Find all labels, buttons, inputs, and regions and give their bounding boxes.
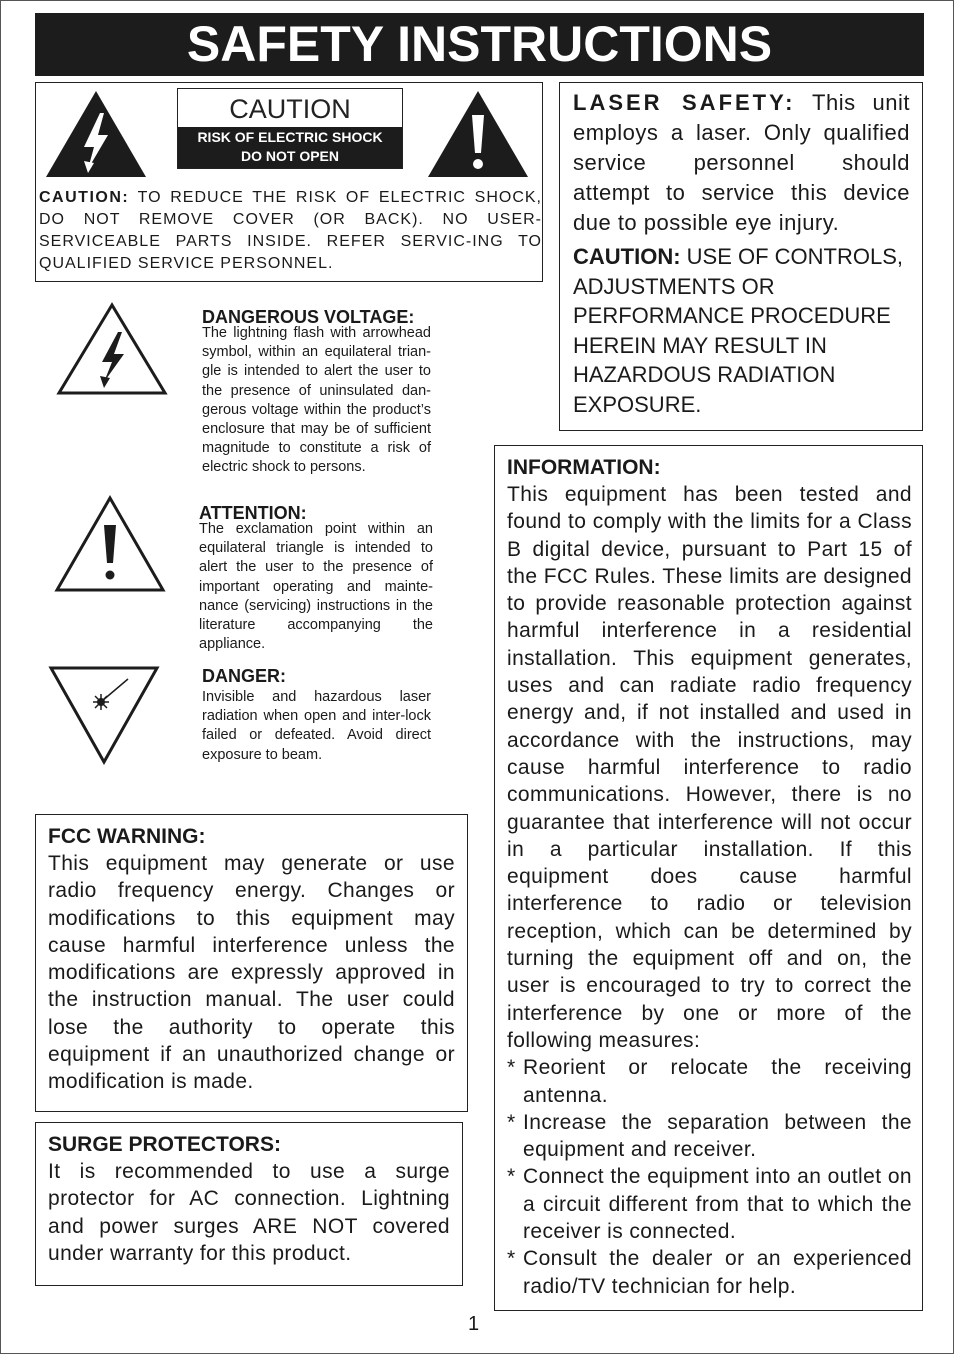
bullet-marker: * xyxy=(507,1165,516,1189)
laser-caution-body: USE OF CONTROLS, ADJUSTMENTS OR PERFORMANCE PROCEDURE HEREIN MAY RESULT IN HAZARDOUS RADIATION EXPOSURE. xyxy=(573,244,904,417)
information-text: This equipment has been tested and found to comply with the limits for a Class B digital device, pursuant to Part 15 of the FCC Rules. These limits are designed to provide reasonable protection against harmful interference in a residential installation. This equipment generates, uses and can radiate radio frequency energy and, if not installed and used in accordance with the instructions, may cause harmful interference to radio communications. However, there is no guarantee that interference will not occur in a particular installation. If this equipment does cause harmful interference to radio or television reception, which can be determined by turning the equipment off and on, the user is encouraged to try to correct the interference by one or more of the following measures: xyxy=(507,483,912,1052)
lightning-triangle-icon xyxy=(44,89,148,179)
laser-safety-body: This unit employs a laser. Only qualified service personnel should attempt to service this device due to possible eye injury. xyxy=(573,90,910,235)
exclamation-triangle-icon xyxy=(54,495,166,593)
measure-text: Connect the equipment into an outlet on a circuit different from that to which the receiver is connected. xyxy=(523,1165,912,1244)
dangerous-voltage-heading: DANGEROUS VOLTAGE: xyxy=(202,307,415,327)
information-box xyxy=(494,445,923,1311)
dangerous-voltage-entry xyxy=(202,307,431,478)
list-item xyxy=(507,1163,912,1245)
list-item xyxy=(507,1245,912,1300)
fcc-warning-box xyxy=(35,814,468,1112)
list-item xyxy=(507,1054,912,1109)
attention-text: The exclamation point within an equilateral triangle is intended to alert the user to the presence of important operating and mainte-nance (servicing) instructions in the literature accompanying the appliance. xyxy=(199,521,433,653)
information-heading: INFORMATION: xyxy=(507,456,661,479)
danger-text: Invisible and hazardous laser radiation when open and inter-lock failed or defeated. Avoid direct exposure to beam. xyxy=(202,689,431,763)
page-number: 1 xyxy=(468,1313,480,1335)
laser-safety-box xyxy=(559,82,923,431)
bullet-marker: * xyxy=(507,1110,516,1134)
caution-warning-line-1: RISK OF ELECTRIC SHOCK xyxy=(197,129,383,145)
laser-warning-icon xyxy=(48,665,160,765)
caution-warning-line-2: DO NOT OPEN xyxy=(240,148,339,164)
fcc-warning-text: This equipment may generate or use radio frequency energy. Changes or modifications to this equipment may cause harmful interference unless the modifications are expressly approved in the instruction manual. The user could lose the authority to operate this equipment if an unauthorized change or modification is made. xyxy=(48,852,455,1094)
danger-entry xyxy=(202,666,431,765)
surge-protectors-box xyxy=(35,1122,463,1286)
list-item xyxy=(507,1109,912,1164)
measure-text: Consult the dealer or an experienced radio/TV technician for help. xyxy=(523,1247,912,1298)
information-measures-list xyxy=(507,1054,912,1300)
bullet-marker: * xyxy=(507,1247,516,1271)
lightning-triangle-icon xyxy=(56,302,168,396)
caution-text-bold: CAUTION: xyxy=(39,189,130,206)
caution-label-title: CAUTION xyxy=(229,94,351,124)
danger-heading: DANGER: xyxy=(202,666,286,686)
attention-heading: ATTENTION: xyxy=(199,503,307,523)
laser-safety-heading: LASER SAFETY: xyxy=(573,90,796,115)
laser-caution-heading: CAUTION: xyxy=(573,244,681,269)
laser-safety-text xyxy=(573,88,910,238)
caution-box xyxy=(35,82,543,282)
caution-label-warning xyxy=(178,127,402,168)
page-title: SAFETY INSTRUCTIONS xyxy=(35,13,924,76)
fcc-warning-heading: FCC WARNING: xyxy=(48,825,206,848)
caution-text xyxy=(39,187,542,275)
surge-protectors-text: It is recommended to use a surge protector for AC connection. Lightning and power surges ARE NOT covered under warranty for this product. xyxy=(48,1160,450,1265)
laser-caution-text xyxy=(573,242,910,419)
measure-text: Increase the separation between the equipment and receiver. xyxy=(523,1110,912,1162)
dangerous-voltage-text: The lightning flash with arrowhead symbol, within an equilateral trian-gle is intended to alert the user to the presence of uninsulated dan-gerous voltage within the product’s enclosure that may be of sufficient magnitude to constitute a risk of electric shock to persons. xyxy=(202,325,431,476)
surge-protectors-heading: SURGE PROTECTORS: xyxy=(48,1133,281,1156)
measure-text: Reorient or relocate the receiving antenna. xyxy=(523,1056,912,1107)
bullet-marker: * xyxy=(507,1056,516,1080)
exclamation-triangle-icon xyxy=(426,89,530,179)
caution-text-body: TO REDUCE THE RISK OF ELECTRIC SHOCK, DO NOT REMOVE COVER (OR BACK). NO USER-SERVICEABLE PARTS INSIDE. REFER SERVIC-ING TO QUALIFIED SERVICE PERSONNEL. xyxy=(39,189,542,272)
caution-label xyxy=(177,88,403,169)
attention-entry xyxy=(199,503,433,654)
